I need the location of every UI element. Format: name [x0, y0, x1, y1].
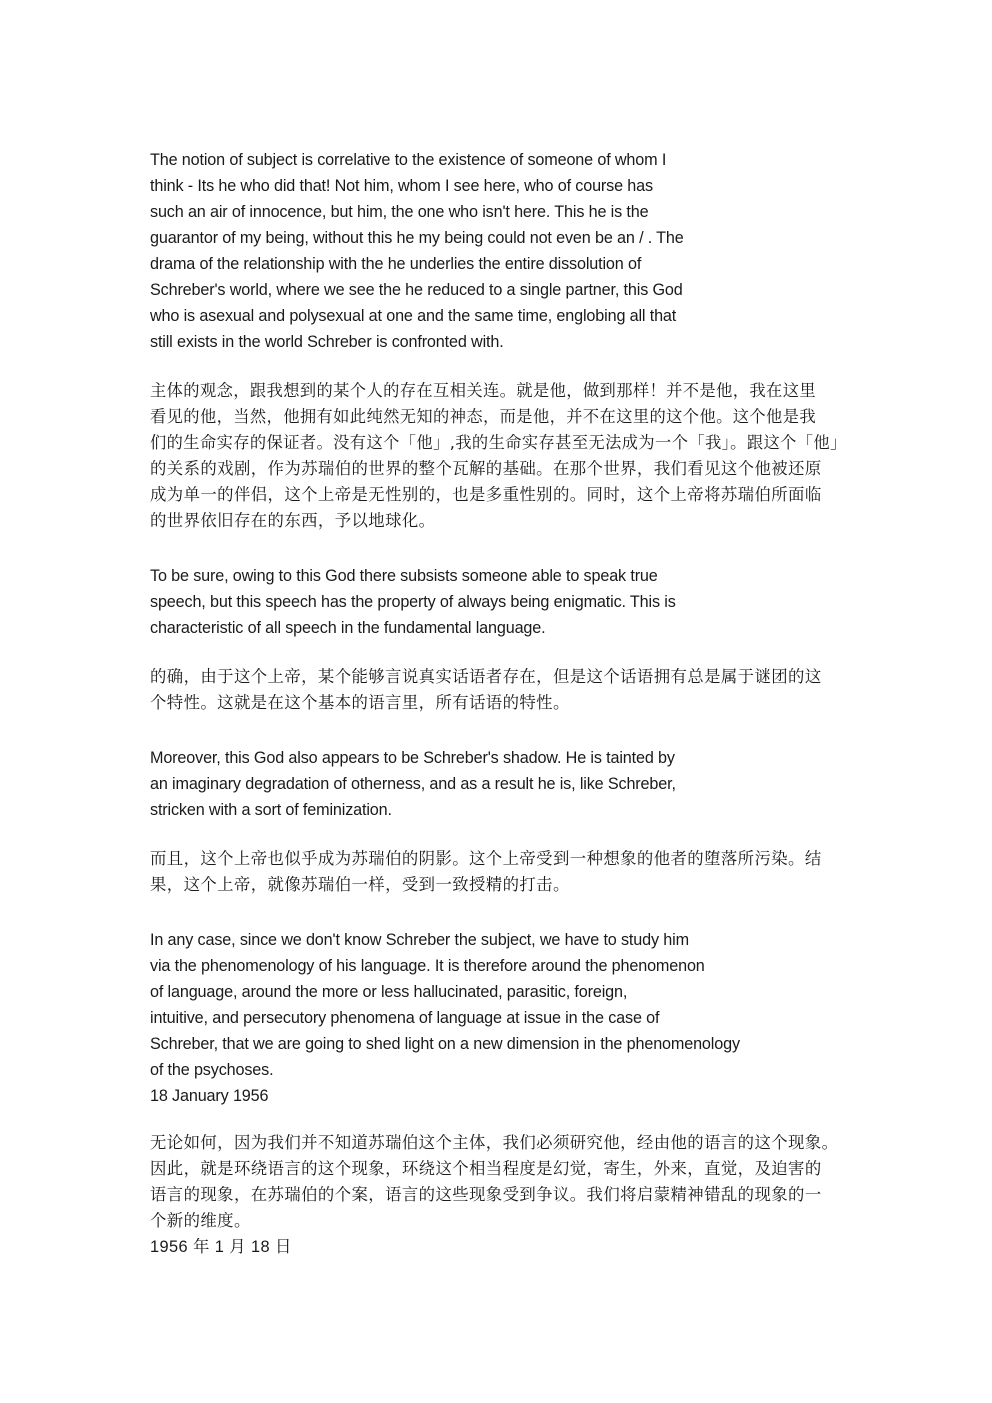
- date-line-english: 18 January 1956: [150, 1087, 269, 1105]
- paragraph-2-english: [150, 563, 676, 641]
- text-line: 主体的观念，跟我想到的某个人的存在互相关连。就是他，做到那样！并不是他，我在这里: [150, 381, 816, 400]
- text-line: drama of the relationship with the he underlies the entire dissolution of: [150, 255, 642, 273]
- text-line: 无论如何，因为我们并不知道苏瑞伯这个主体，我们必须研究他，经由他的语言的这个现象。: [150, 1133, 839, 1152]
- text-line: 的确，由于这个上帝，某个能够言说真实话语者存在，但是这个话语拥有总是属于谜团的这: [150, 667, 822, 686]
- text-line: intuitive, and persecutory phenomena of language at issue in the case of: [150, 1009, 660, 1027]
- text-line: 因此，就是环绕语言的这个现象，环绕这个相当程度是幻觉，寄生，外来，直觉，及迫害的: [150, 1159, 822, 1178]
- text-line: The notion of subject is correlative to the existence of someone of whom I: [150, 151, 667, 169]
- text-line: Schreber's world, where we see the he reduced to a single partner, this God: [150, 281, 683, 299]
- text-line: 语言的现象，在苏瑞伯的个案，语言的这些现象受到争议。我们将启蒙精神错乱的现象的一: [150, 1185, 822, 1204]
- text-line: Schreber, that we are going to shed light on a new dimension in the phenomenology: [150, 1035, 740, 1053]
- text-line: who is asexual and polysexual at one and the same time, englobing all that: [150, 307, 677, 325]
- text-line: speech, but this speech has the property of always being enigmatic. This is: [150, 593, 676, 611]
- text-line: 的关系的戏剧，作为苏瑞伯的世界的整个瓦解的基础。在那个世界，我们看见这个他被还原: [150, 459, 822, 478]
- paragraph-3-chinese: [150, 846, 822, 898]
- paragraph-1-chinese: [150, 378, 847, 534]
- text-line: 成为单一的伴侣，这个上帝是无性别的，也是多重性别的。同时，这个上帝将苏瑞伯所面临: [150, 485, 822, 504]
- paragraph-2-chinese: [150, 664, 822, 716]
- text-line: Moreover, this God also appears to be Schreber's shadow. He is tainted by: [150, 749, 675, 767]
- paragraph-1-english: [150, 147, 684, 355]
- text-line: 看见的他，当然，他拥有如此纯然无知的神态，而是他，并不在这里的这个他。这个他是我: [150, 407, 816, 426]
- text-line: via the phenomenology of his language. It is therefore around the phenomenon: [150, 957, 705, 975]
- text-line: think - Its he who did that! Not him, whom I see here, who of course has: [150, 177, 653, 195]
- text-line: 个特性。这就是在这个基本的语言里，所有话语的特性。: [150, 693, 570, 712]
- text-line: guarantor of my being, without this he my being could not even be an / . The: [150, 229, 684, 247]
- text-line: 的世界依旧存在的东西，予以地球化。: [150, 511, 436, 530]
- text-line: 而且，这个上帝也似乎成为苏瑞伯的阴影。这个上帝受到一种想象的他者的堕落所污染。结: [150, 849, 822, 868]
- text-line: an imaginary degradation of otherness, and as a result he is, like Schreber,: [150, 775, 676, 793]
- text-line: In any case, since we don't know Schreber the subject, we have to study him: [150, 931, 689, 949]
- paragraph-4-chinese: [150, 1130, 838, 1260]
- text-line: still exists in the world Schreber is confronted with.: [150, 333, 504, 351]
- paragraph-4-english: [150, 927, 740, 1109]
- text-line: of the psychoses.: [150, 1061, 274, 1079]
- text-line: To be sure, owing to this God there subsists someone able to speak true: [150, 567, 658, 585]
- paragraph-3-english: [150, 745, 676, 823]
- text-line: 们的生命实存的保证者。没有这个「他」,我的生命实存甚至无法成为一个「我」。跟这个「他」: [150, 433, 847, 452]
- date-line-chinese: 1956 年 1 月 18 日: [150, 1238, 292, 1256]
- text-line: characteristic of all speech in the fundamental language.: [150, 619, 546, 637]
- text-line: stricken with a sort of feminization.: [150, 801, 392, 819]
- text-line: of language, around the more or less hallucinated, parasitic, foreign,: [150, 983, 628, 1001]
- text-line: 个新的维度。: [150, 1211, 251, 1230]
- text-line: 果，这个上帝，就像苏瑞伯一样，受到一致授精的打击。: [150, 875, 570, 894]
- text-line: such an air of innocence, but him, the one who isn't here. This he is the: [150, 203, 649, 221]
